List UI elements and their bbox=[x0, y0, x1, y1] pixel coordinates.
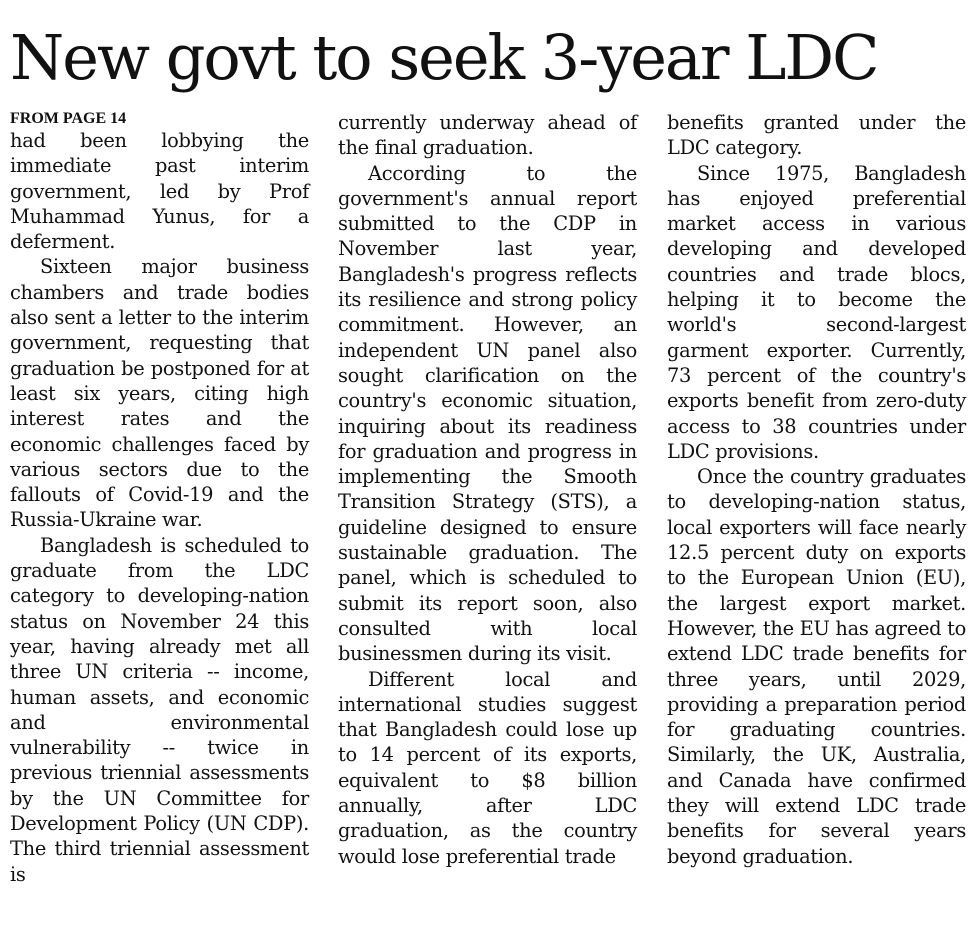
paragraph: Once the country graduates to developing-nation status, local exporters will face nearly 12.5 percent duty on exports to the European Union (EU), the largest export market. However, the EU has agreed to extend LDC trade benefits for three years, until 2029, providing a preparation period for graduating countries. Similarly, the UK, Australia, and Canada have confirmed they will extend LDC trade benefits for several years beyond graduation. bbox=[667, 465, 966, 868]
paragraph: had been lobbying the immediate past interim government, led by Prof Muhammad Yunus, for a deferment. bbox=[10, 129, 309, 254]
article-column-2 bbox=[338, 110, 637, 869]
continued-from-kicker: FROM PAGE 14 bbox=[10, 110, 127, 127]
paragraph: According to the government's annual report submitted to the CDP in November last year, Bangladesh's progress reflects its resilience and strong policy commitment. However, an independent UN panel also sought clarification on the country's economic situation, inquiring about its readiness for graduation and progress in implementing the Smooth Transition Strategy (STS), a guideline designed to ensure sustainable graduation. The panel, which is scheduled to submit its report soon, also consulted with local businessmen during its visit. bbox=[338, 161, 637, 666]
paragraph: Bangladesh is scheduled to graduate from the LDC category to developing-nation status on November 24 this year, having already met all three UN criteria -- income, human assets, and economic and environmental vulnerability -- twice in previous triennial assessments by the UN Committee for Development Policy (UN CDP). The third triennial assessment is bbox=[10, 533, 309, 886]
headline: New govt to seek 3-year LDC bbox=[10, 21, 878, 94]
paragraph: currently underway ahead of the final graduation. bbox=[338, 111, 637, 160]
paragraph: Sixteen major business chambers and trade bodies also sent a letter to the interim government, requesting that graduation be postponed for at least six years, citing high interest rates and the economic challenges faced by various sectors due to the fallouts of Covid-19 and the Russia-Ukraine war. bbox=[10, 255, 309, 532]
paragraph: Since 1975, Bangladesh has enjoyed preferential market access in various developing and developed countries and trade blocs, helping it to become the world's second-largest garment exporter. Currently, 73 percent of the country's exports benefit from zero-duty access to 38 countries under LDC provisions. bbox=[667, 161, 966, 463]
paragraph: benefits granted under the LDC category. bbox=[667, 111, 966, 160]
article-column-3 bbox=[667, 110, 966, 869]
paragraph: Different local and international studies suggest that Bangladesh could lose up to 14 percent of its exports, equivalent to $8 billion annually, after LDC graduation, as the country would lose preferential trade bbox=[338, 667, 637, 868]
article-column-1 bbox=[10, 110, 309, 887]
